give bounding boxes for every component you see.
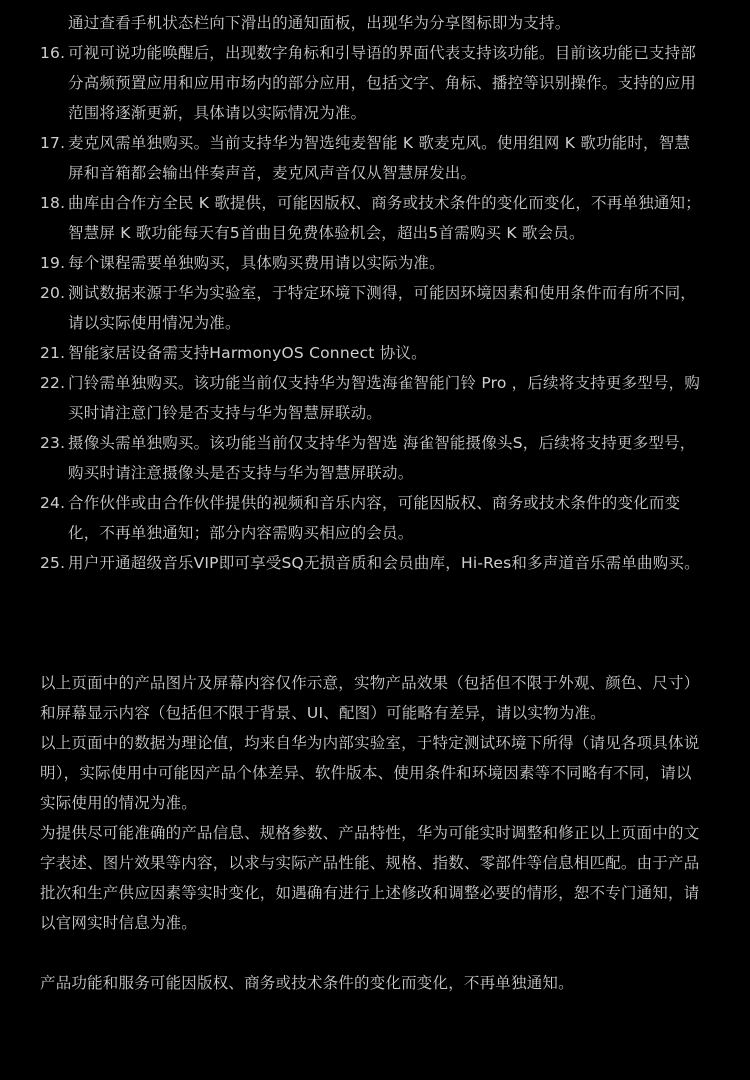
footnotes-list [40,8,705,578]
disclaimer-update-notice: 为提供尽可能准确的产品信息、规格参数、产品特性，华为可能实时调整和修正以上页面中的文字表述、图片效果等内容，以求与实际产品性能、规格、指数、零部件等信息相匹配。由于产品批次和生产供应因素等实时变化，如遇确有进行上述修改和调整必要的情形，恕不专门通知，请以官网实时信息为准。 [40,824,700,932]
footnote-number: 20. [40,284,66,302]
footnote-item [40,368,705,428]
footnote-number: 24. [40,494,66,512]
disclaimer-data-notice: 以上页面中的数据为理论值，均来自华为内部实验室，于特定测试环境下所得（请见各项具体说明），实际使用中可能因产品个体差异、软件版本、使用条件和环境因素等不同略有不同，请以实际使用的情况为准。 [40,734,700,812]
footnote-number: 23. [40,434,66,452]
footnote-text: 曲库由合作方全民 K 歌提供，可能因版权、商务或技术条件的变化而变化，不再单独通知；智慧屏 K 歌功能每天有5首曲目免费体验机会，超出5首需购买 K 歌会员。 [68,194,701,242]
footnote-text: 用户开通超级音乐VIP即可享受SQ无损音质和会员曲库，Hi-Res和多声道音乐需单曲购买。 [68,554,700,572]
footnote-number: 18. [40,194,66,212]
footnote-item [40,278,705,338]
footnote-number: 25. [40,554,66,572]
footnote-item [40,188,705,248]
footnote-number: 22. [40,374,66,392]
footnote-text: 摄像头需单独购买。该功能当前仅支持华为智选 海雀智能摄像头S，后续将支持更多型号，购买时请注意摄像头是否支持与华为智慧屏联动。 [68,434,696,482]
footnote-item [40,338,705,368]
footnote-number: 17. [40,134,66,152]
footnote-text: 可视可说功能唤醒后，出现数字角标和引导语的界面代表支持该功能。目前该功能已支持部分高频预置应用和应用市场内的部分应用，包括文字、角标、播控等识别操作。支持的应用范围将逐渐更新，具体请以实际情况为准。 [68,44,697,122]
footnote-item [40,248,705,278]
disclaimer-image-notice: 以上页面中的产品图片及屏幕内容仅作示意，实物产品效果（包括但不限于外观、颜色、尺寸）和屏幕显示内容（包括但不限于背景、UI、配图）可能略有差异，请以实物为准。 [40,674,700,722]
footnote-item [40,128,705,188]
footnote-text: 合作伙伴或由合作伙伴提供的视频和音乐内容，可能因版权、商务或技术条件的变化而变化，不再单独通知；部分内容需购买相应的会员。 [68,494,681,542]
footnote-number: 16. [40,44,66,62]
footnote-item [40,548,705,578]
footnote-text: 测试数据来源于华为实验室，于特定环境下测得，可能因环境因素和使用条件而有所不同，请以实际使用情况为准。 [68,284,697,332]
footnote-number: 21. [40,344,66,362]
footnote-item [40,428,705,488]
footnote-item [40,38,705,128]
footnote-item [40,488,705,548]
footnote-text: 每个课程需要单独购买，具体购买费用请以实际为准。 [68,254,445,272]
disclaimer-section [40,668,705,998]
footnote-text: 门铃需单独购买。该功能当前仅支持华为智选海雀智能门铃 Pro ，后续将支持更多型号，购买时请注意门铃是否支持与华为智慧屏联动。 [68,374,701,422]
disclaimer-service-notice: 产品功能和服务可能因版权、商务或技术条件的变化而变化，不再单独通知。 [40,974,574,992]
footnote-continuation: 通过查看手机状态栏向下滑出的通知面板，出现华为分享图标即为支持。 [68,14,571,32]
footnote-number: 19. [40,254,66,272]
footnote-text: 智能家居设备需支持HarmonyOS Connect 协议。 [68,344,427,362]
footnote-text: 麦克风需单独购买。当前支持华为智选纯麦智能 K 歌麦克风。使用组网 K 歌功能时，智慧屏和音箱都会输出伴奏声音，麦克风声音仅从智慧屏发出。 [68,134,691,182]
